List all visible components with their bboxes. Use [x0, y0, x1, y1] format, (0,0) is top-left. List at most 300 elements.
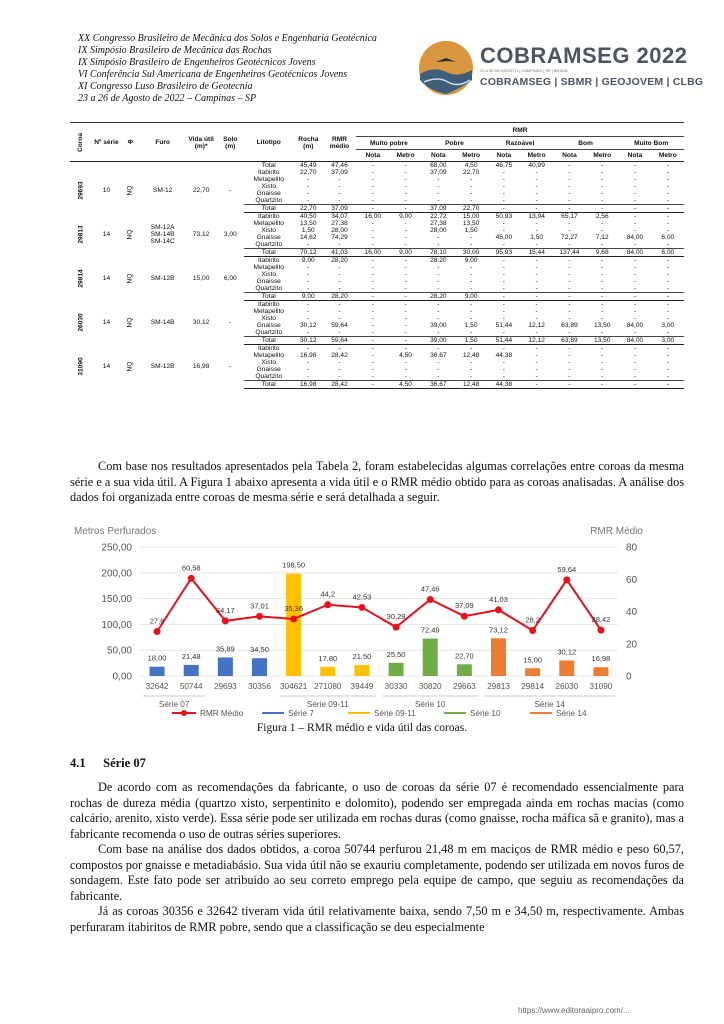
cell-rocha: 22,70: [300, 169, 317, 176]
legend-label: Série 10: [470, 709, 501, 718]
intro-paragraph: [70, 459, 684, 506]
cell-rmr-class: -: [502, 345, 505, 352]
rmr-vida-util-chart: [0, 520, 724, 730]
col-serie: Nº série: [92, 124, 121, 162]
cell-furo: [140, 301, 186, 345]
cell-rmr-class: -: [371, 220, 374, 227]
group-label: Série 10: [414, 700, 446, 709]
y-tick-right: 0: [626, 671, 632, 683]
bar: [150, 667, 165, 676]
rmr-value-label: 35,36: [284, 603, 304, 613]
cell-litotipo: Total: [244, 337, 294, 345]
cell-rmr-class: -: [666, 359, 669, 366]
y-tick-left: 150,00: [101, 594, 132, 606]
cell-rmr: -: [338, 301, 341, 308]
cell-rmr-class: 44,38: [495, 352, 513, 359]
cell-rmr-class: -: [633, 352, 637, 359]
bar: [593, 667, 608, 676]
cell-rmr-class: -: [618, 293, 651, 301]
cell-rmr: -: [338, 345, 341, 352]
cell-rmr-class: -: [535, 241, 538, 248]
cobramseg-logo: [418, 40, 704, 100]
cell-rmr-class: -: [666, 190, 669, 197]
cell-litotipo: Gnaisse: [256, 322, 281, 329]
cell-rocha: -: [307, 271, 310, 278]
header-line: 23 a 26 de Agosto de 2022 – Campinas – SP: [78, 93, 257, 104]
cell-rmr-class: -: [633, 285, 637, 292]
cell-rmr-class: -: [568, 285, 571, 292]
cell-rmr-class: -: [633, 329, 637, 336]
cell-rmr: 28,20: [331, 257, 348, 264]
cell-rmr-class: -: [666, 345, 669, 352]
cell-rmr-class: -: [535, 227, 538, 234]
furo-label: SM-14B: [150, 319, 175, 326]
furo-label: SM-12B: [150, 275, 175, 282]
cell-rmr-class: -: [568, 271, 571, 278]
cell-rmr-class: -: [371, 183, 374, 190]
empty-cell: [140, 162, 186, 170]
cell-rmr-class: 84,00: [618, 249, 651, 257]
cell-rmr-class: -: [404, 301, 407, 308]
cell-vida: 22,70: [192, 187, 210, 195]
cell-litotipo: Total: [261, 162, 276, 169]
cell-coroa: 29814: [77, 269, 85, 288]
bar-value-label: 72,49: [420, 625, 440, 635]
col-vida: Vida útil (m)*: [186, 124, 217, 162]
cell-litotipo: Itabirito: [257, 213, 280, 220]
cell-rocha: 1,50: [301, 227, 315, 234]
rmr-value-label: 28,42: [591, 615, 611, 625]
cell-rmr-class: -: [633, 220, 637, 227]
cell-rmr-class: -: [666, 308, 669, 315]
cell-rmr-class: -: [535, 271, 538, 278]
cell-rocha: -: [307, 241, 310, 248]
cell-rmr-class: -: [666, 257, 669, 264]
cell-rmr-class: 1,50: [455, 337, 487, 345]
col-phi: Φ: [121, 124, 140, 162]
rmr-value-label: 59,64: [557, 564, 577, 574]
cell-rmr-class: -: [666, 352, 669, 359]
empty-cell: [217, 162, 244, 170]
cell-serie: 14: [102, 275, 111, 282]
cell-litotipo: Xisto: [261, 359, 277, 366]
cell-rmr-class: -: [633, 359, 637, 366]
cell-furo: [140, 257, 186, 301]
bar-value-label: 17,80: [318, 653, 338, 663]
cell-rmr-class: -: [389, 205, 421, 213]
cell-rmr-class: -: [535, 345, 538, 352]
rmr-point: [461, 613, 468, 620]
col-nota: Nota: [356, 150, 389, 162]
rmr-point: [324, 601, 331, 608]
cell-rmr-class: 39,00: [422, 337, 455, 345]
cell-rmr-class: -: [633, 241, 637, 248]
cell-rmr-class: 12,48: [455, 381, 487, 389]
cell-rmr-class: -: [535, 169, 538, 176]
cell-coroa: 29813: [77, 225, 85, 244]
cell-rmr-class: 3,00: [652, 337, 684, 345]
bar-value-label: 21,50: [352, 651, 372, 661]
logo-mark-icon: [418, 40, 474, 96]
cell-rmr-class: -: [666, 176, 669, 183]
furo-label: SM-12: [152, 187, 173, 195]
y-axis-right-title: RMR Médio: [590, 526, 643, 537]
cell-rmr-class: 37,09: [430, 169, 447, 176]
cell-rmr-class: -: [437, 359, 440, 366]
col-class-razoavel: Razoável: [487, 137, 553, 150]
cell-rmr-class: -: [633, 373, 637, 380]
cell-rmr-class: -: [666, 285, 669, 292]
cell-rmr: 28,42: [323, 381, 356, 389]
cell-rmr-class: 84,00: [626, 234, 644, 241]
cell-phi: NQ: [126, 317, 134, 328]
empty-cell: [186, 162, 217, 170]
cell-rmr: -: [338, 264, 341, 271]
cell-rmr-class: -: [502, 308, 505, 315]
cell-furo: [140, 345, 186, 389]
rmr-point: [154, 628, 161, 635]
cell-serie: 14: [102, 231, 111, 238]
cell-rmr-class: -: [502, 169, 505, 176]
cell-rmr-class: -: [437, 264, 440, 271]
cell-rmr-class: -: [470, 241, 473, 248]
cell-rmr-class: -: [371, 301, 374, 308]
cell-rmr-class: -: [666, 264, 669, 271]
cell-rmr-class: -: [356, 337, 389, 345]
cell-rmr-class: -: [568, 373, 571, 380]
cell-rmr-class: -: [521, 293, 553, 301]
x-tick-label: 31090: [589, 682, 613, 691]
cell-rmr-class: -: [535, 183, 538, 190]
cell-rmr-class: 84,00: [626, 322, 644, 329]
cell-rmr-class: -: [404, 278, 407, 285]
furo-label: SM-12A: [150, 224, 175, 231]
cell-rmr-class: -: [371, 162, 374, 169]
cell-rmr-class: -: [502, 197, 505, 204]
section-body: [70, 780, 684, 935]
cell-rmr-class: -: [601, 359, 604, 366]
cell-rmr-class: -: [666, 197, 669, 204]
cell-rmr-class: -: [568, 190, 571, 197]
cell-rmr-class: 4,50: [389, 381, 421, 389]
cell-rmr-class: 9,00: [399, 213, 412, 220]
cell-rmr-class: -: [535, 352, 538, 359]
header-line: XX Congresso Brasileiro de Mecânica dos Solos e Engenharia Geotécnica: [78, 33, 377, 44]
cell-rmr: 27,38: [331, 220, 348, 227]
cell-rmr-class: -: [437, 234, 440, 241]
cell-rmr-class: 3,00: [661, 322, 675, 329]
cell-rmr-class: -: [601, 278, 604, 285]
cell-solo: 6,00: [223, 275, 237, 282]
bar: [320, 667, 335, 676]
cell-rmr-class: -: [568, 220, 571, 227]
cell-rmr-class: -: [535, 197, 538, 204]
col-nota: Nota: [487, 150, 520, 162]
col-rocha: Rocha (m): [294, 124, 323, 162]
bar-value-label: 198,50: [282, 560, 306, 570]
cell-rmr-class: -: [502, 301, 505, 308]
cell-rmr-class: -: [437, 197, 440, 204]
cell-solo: -: [229, 363, 232, 370]
col-nota: Nota: [618, 150, 651, 162]
cell-rmr-class: -: [437, 345, 440, 352]
cell-rmr-class: -: [502, 241, 505, 248]
cell-rmr-class: -: [601, 366, 604, 373]
bar-value-label: 15,00: [523, 655, 543, 665]
cell-rmr-class: -: [666, 227, 669, 234]
cell-rocha: -: [307, 285, 310, 292]
cell-rmr-class: -: [601, 183, 604, 190]
cell-rmr-class: -: [601, 315, 604, 322]
x-tick-label: 39449: [350, 682, 374, 691]
rmr-value-label: 47,46: [420, 584, 440, 594]
cell-rmr-class: 13,50: [593, 322, 611, 329]
cell-rmr: 41,03: [323, 249, 356, 257]
cell-rmr-class: -: [618, 381, 651, 389]
cell-phi: NQ: [126, 273, 134, 284]
cell-rmr-class: -: [568, 301, 571, 308]
x-tick-label: 29813: [487, 682, 510, 691]
cell-rmr-class: -: [371, 329, 374, 336]
cell-rmr-class: -: [371, 176, 374, 183]
logo-subtitle: 23 A 26 DE AGOSTO | CAMPINAS | SP | BRASIL: [480, 68, 569, 73]
legend-label: Série 14: [556, 709, 587, 718]
header-line: IX Simpósio Brasileiro de Engenheiros Geotécnicos Jovens: [78, 57, 316, 68]
cell-rmr: -: [338, 373, 341, 380]
cell-rmr-class: -: [371, 169, 374, 176]
cell-rmr-class: -: [389, 293, 421, 301]
cell-rmr-class: 28,20: [422, 293, 455, 301]
cell-rmr-class: -: [404, 345, 407, 352]
cell-rmr-class: -: [666, 329, 669, 336]
cell-rmr-class: -: [470, 373, 473, 380]
cell-litotipo: Itabirito: [257, 345, 280, 352]
cell-litotipo: Itabirito: [257, 169, 280, 176]
cell-rmr-class: -: [404, 366, 407, 373]
y-tick-left: 50,00: [106, 645, 132, 657]
cell-vida: 73,12: [192, 231, 210, 238]
cell-rmr-class: 22,70: [455, 205, 487, 213]
cell-rmr-class: -: [666, 271, 669, 278]
rmr-point: [290, 615, 297, 622]
rmr-point: [427, 596, 434, 603]
cell-rmr-class: -: [437, 329, 440, 336]
conference-header: [78, 33, 418, 105]
cell-litotipo: Xisto: [261, 183, 277, 190]
header-line: IX Simpósio Brasileiro de Mecânica das Rochas: [78, 45, 272, 56]
cell-rmr-class: 13,94: [528, 213, 545, 220]
cell-rmr-class: -: [568, 197, 571, 204]
cell-rmr-class: -: [404, 359, 407, 366]
cell-rmr-class: 1,50: [530, 234, 544, 241]
cell-rmr-class: -: [535, 308, 538, 315]
cell-rmr-class: -: [666, 241, 669, 248]
cell-rmr-class: -: [389, 337, 421, 345]
cell-rmr-class: 44,38: [487, 381, 520, 389]
cell-rmr-class: 84,00: [618, 337, 651, 345]
cell-rmr-class: -: [652, 205, 684, 213]
rmr-point: [495, 606, 502, 613]
cell-rmr-class: -: [371, 264, 374, 271]
cell-rmr-class: 40,99: [528, 162, 545, 169]
col-solo: Solo (m): [217, 124, 244, 162]
col-class-muito-bom: Muito Bom: [618, 137, 684, 150]
rmr-value-label: 34,17: [215, 605, 235, 615]
cell-rocha: 22,70: [294, 205, 323, 213]
bar: [389, 663, 404, 676]
cell-rmr-class: 9,00: [455, 293, 487, 301]
empty-cell: [121, 162, 140, 170]
cell-rmr-class: -: [404, 197, 407, 204]
table-row: [70, 301, 684, 309]
cell-rmr-class: -: [568, 227, 571, 234]
col-class-pobre: Pobre: [422, 137, 488, 150]
cell-rmr-class: -: [404, 162, 407, 169]
bar-value-label: 18,00: [147, 653, 167, 663]
cell-rmr-class: 9,68: [586, 249, 618, 257]
cell-rmr-class: -: [633, 271, 637, 278]
cell-rmr-class: -: [568, 345, 571, 352]
cell-rmr-class: 22,72: [430, 213, 447, 220]
cell-rmr-class: -: [437, 241, 440, 248]
y-tick-right: 20: [626, 639, 638, 651]
col-metro: Metro: [389, 150, 421, 162]
empty-cell: [70, 162, 92, 170]
y-axis-left-title: Metros Perfurados: [74, 526, 157, 537]
cell-rmr-class: 13,50: [586, 337, 618, 345]
cell-rmr-class: 51,44: [487, 337, 520, 345]
cell-rocha: -: [307, 373, 310, 380]
col-metro: Metro: [521, 150, 553, 162]
cell-rmr-class: 95,93: [487, 249, 520, 257]
cell-rmr-class: 27,38: [430, 220, 447, 227]
cell-rmr-class: -: [470, 271, 473, 278]
cell-rmr: -: [338, 285, 341, 292]
cell-coroa: 31090: [77, 357, 85, 376]
section-title: Série 07: [103, 756, 146, 770]
cell-rmr-class: -: [666, 169, 669, 176]
cell-rmr-class: -: [470, 278, 473, 285]
cell-rmr-class: -: [601, 264, 604, 271]
cell-rmr-class: -: [666, 366, 669, 373]
cell-rmr-class: -: [652, 381, 684, 389]
cell-rmr-class: -: [568, 359, 571, 366]
empty-cell: [92, 162, 121, 170]
cell-litotipo: Gnaisse: [256, 278, 281, 285]
cell-rmr-class: -: [470, 329, 473, 336]
cell-rmr-class: -: [470, 176, 473, 183]
bar-value-label: 16,98: [591, 654, 611, 664]
col-furo: Furo: [140, 124, 186, 162]
cell-rmr-class: -: [404, 322, 407, 329]
cell-rmr-class: -: [371, 257, 374, 264]
cell-rmr-class: -: [502, 359, 505, 366]
cell-vida: 30,12: [192, 319, 210, 326]
cell-rmr-class: -: [666, 162, 669, 169]
cell-rmr-class: -: [666, 373, 669, 380]
cell-rmr-class: -: [633, 213, 637, 220]
cell-rmr-class: -: [404, 234, 407, 241]
cell-rmr-class: 68,00: [430, 162, 447, 169]
x-tick-label: 26030: [555, 682, 579, 691]
cell-rocha: 40,50: [300, 213, 317, 220]
cell-rmr-class: -: [666, 220, 669, 227]
cell-rmr-class: -: [535, 257, 538, 264]
cell-rmr-class: -: [633, 183, 637, 190]
cell-rmr-class: 13,50: [462, 220, 480, 227]
cell-litotipo: Itabirito: [257, 257, 280, 264]
cell-rmr-class: -: [633, 315, 637, 322]
cell-rocha: 45,49: [300, 162, 317, 169]
cell-rmr-class: -: [666, 301, 669, 308]
cell-rmr-class: 45,00: [495, 234, 513, 241]
cell-rmr-class: -: [356, 293, 389, 301]
cell-rmr-class: -: [371, 285, 374, 292]
cell-litotipo: Total: [244, 293, 294, 301]
cell-rmr-class: -: [437, 176, 440, 183]
cell-rmr-class: -: [404, 257, 407, 264]
section-heading: [70, 756, 146, 771]
rmr-point: [222, 617, 229, 624]
cell-rmr-class: -: [356, 381, 389, 389]
cell-rmr-class: -: [652, 293, 684, 301]
cell-rmr-class: -: [568, 366, 571, 373]
cell-litotipo: Xisto: [261, 227, 277, 234]
cell-rmr-class: -: [356, 205, 389, 213]
cell-rmr: 34,07: [331, 213, 348, 220]
cell-rmr-class: 12,12: [521, 337, 553, 345]
cell-rmr-class: -: [535, 176, 538, 183]
cell-rmr-class: 137,44: [553, 249, 586, 257]
cell-rmr-class: -: [568, 169, 571, 176]
cell-serie: 14: [102, 363, 111, 370]
group-label: Série 07: [158, 700, 190, 709]
cell-rmr-class: -: [502, 315, 505, 322]
cell-rmr-class: 9,00: [464, 257, 478, 264]
cell-rmr: -: [338, 366, 341, 373]
table-row: [70, 169, 684, 176]
cell-rmr-class: 22,70: [462, 169, 480, 176]
cell-litotipo: Metapelito: [253, 220, 284, 227]
cell-rmr: 37,09: [331, 169, 348, 176]
col-class-bom: Bom: [553, 137, 619, 150]
header-line: XI Congresso Luso Brasileiro de Geotecnia: [78, 81, 253, 92]
cell-rmr-class: -: [404, 308, 407, 315]
cell-phi: NQ: [126, 185, 134, 196]
y-tick-right: 60: [626, 574, 638, 586]
cell-rmr-class: -: [487, 293, 520, 301]
table-row: [70, 257, 684, 265]
cell-rmr-class: -: [601, 169, 604, 176]
col-coroa: Coroa: [70, 124, 92, 162]
cell-rmr-class: -: [502, 176, 505, 183]
col-nota: Nota: [553, 150, 586, 162]
cell-rmr-class: -: [535, 366, 538, 373]
cell-rocha: 13,50: [300, 220, 317, 227]
cell-rmr-class: -: [470, 308, 473, 315]
cell-rmr-class: -: [470, 301, 473, 308]
cell-rmr-class: -: [437, 285, 440, 292]
cell-rmr-class: -: [404, 183, 407, 190]
cell-rmr-class: 36,67: [422, 381, 455, 389]
cell-rmr-class: 4,50: [464, 162, 478, 169]
cell-solo: -: [229, 319, 232, 326]
cell-rmr: 47,46: [331, 162, 348, 169]
cell-rmr-class: -: [568, 183, 571, 190]
rmr-table: [70, 124, 684, 389]
cell-rmr-class: -: [371, 373, 374, 380]
cell-rmr-class: -: [470, 315, 473, 322]
